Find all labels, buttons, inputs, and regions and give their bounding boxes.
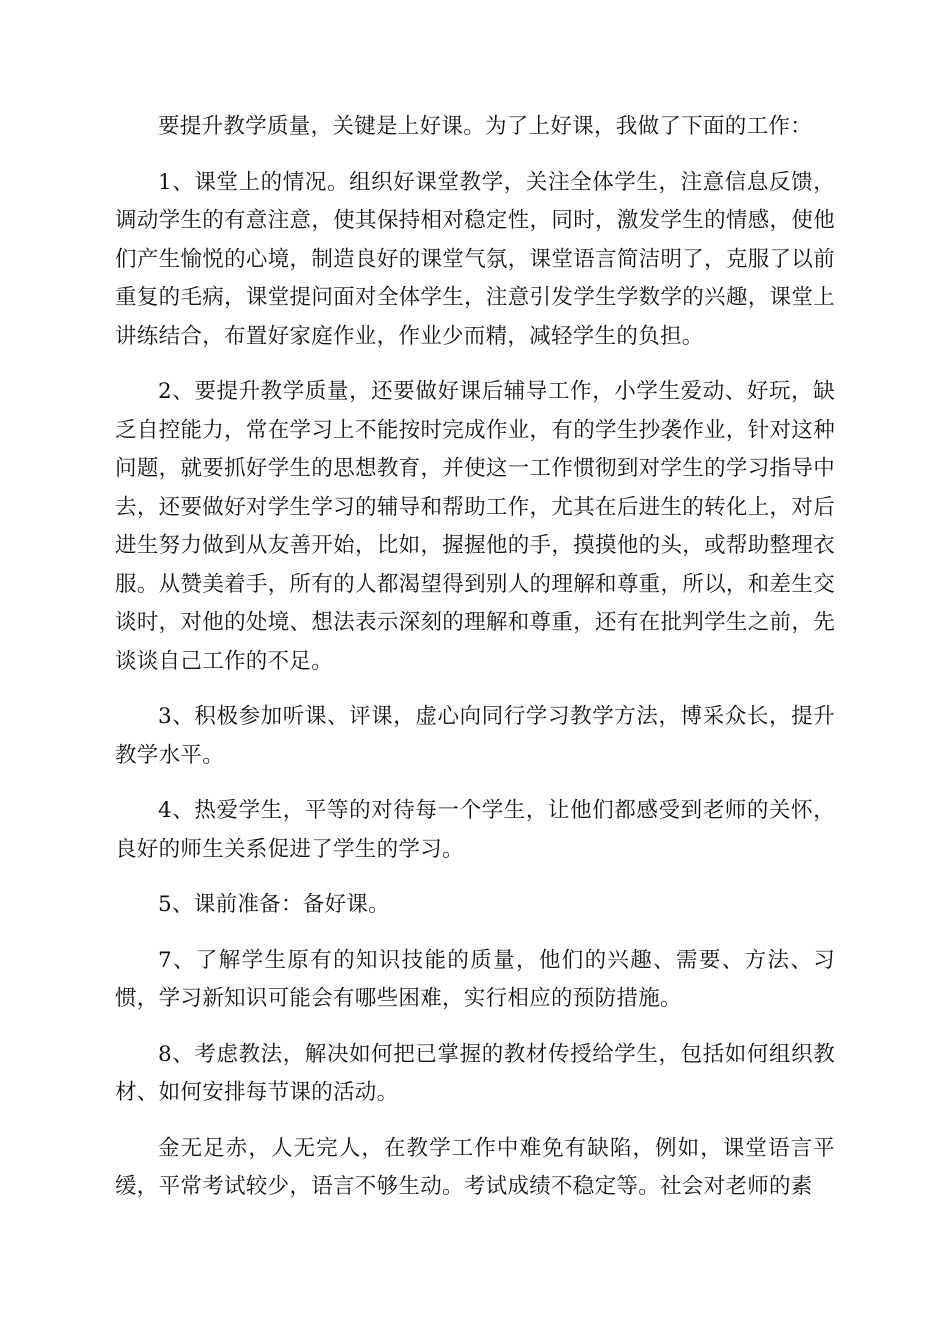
paragraph-item-5: 5、课前准备：备好课。 <box>158 892 390 917</box>
paragraph-reflection: 金无足赤，人无完人，在教学工作中难免有缺陷，例如，课堂语言平缓，平常考试较少，语言不够生动。考试成绩不稳定等。社会对老师的素 <box>115 1135 835 1199</box>
document-body <box>115 108 835 1224</box>
paragraph-item-8: 8、考虑教法，解决如何把已掌握的教材传授给学生，包括如何组织教材、如何安排每节课的活动。 <box>115 1041 835 1105</box>
paragraph-item-7: 7、了解学生原有的知识技能的质量，他们的兴趣、需要、方法、习惯，学习新知识可能会有哪些困难，实行相应的预防措施。 <box>115 947 835 1011</box>
paragraph-item-1: 1、课堂上的情况。组织好课堂教学，关注全体学生，注意信息反馈，调动学生的有意注意，使其保持相对稳定性，同时，激发学生的情感，使他们产生愉悦的心境，制造良好的课堂气氛，课堂语言简洁明了，克服了以前重复的毛病，课堂提问面对全体学生，注意引发学生学数学的兴趣，课堂上讲练结合，布置好家庭作业，作业少而精，减轻学生的负担。 <box>115 169 835 349</box>
paragraph-item-4: 4、热爱学生，平等的对待每一个学生，让他们都感受到老师的关怀，良好的师生关系促进了学生的学习。 <box>115 798 835 862</box>
paragraph-item-2: 2、要提升教学质量，还要做好课后辅导工作，小学生爱动、好玩，缺乏自控能力，常在学习上不能按时完成作业，有的学生抄袭作业，针对这种问题，就要抓好学生的思想教育，并使这一工作惯彻到对学生的学习指导中去，还要做好对学生学习的辅导和帮助工作，尤其在后进生的转化上，对后进生努力做到从友善开始，比如，握握他的手，摸摸他的头，或帮助整理衣服。从赞美着手，所有的人都渴望得到别人的理解和尊重，所以，和差生交谈时，对他的处境、想法表示深刻的理解和尊重，还有在批判学生之前，先谈谈自己工作的不足。 <box>115 379 835 674</box>
paragraph-item-3: 3、积极参加听课、评课，虚心向同行学习教学方法，博采众长，提升教学水平。 <box>115 704 835 768</box>
paragraph-intro: 要提升教学质量，关键是上好课。为了上好课，我做了下面的工作： <box>158 114 813 139</box>
